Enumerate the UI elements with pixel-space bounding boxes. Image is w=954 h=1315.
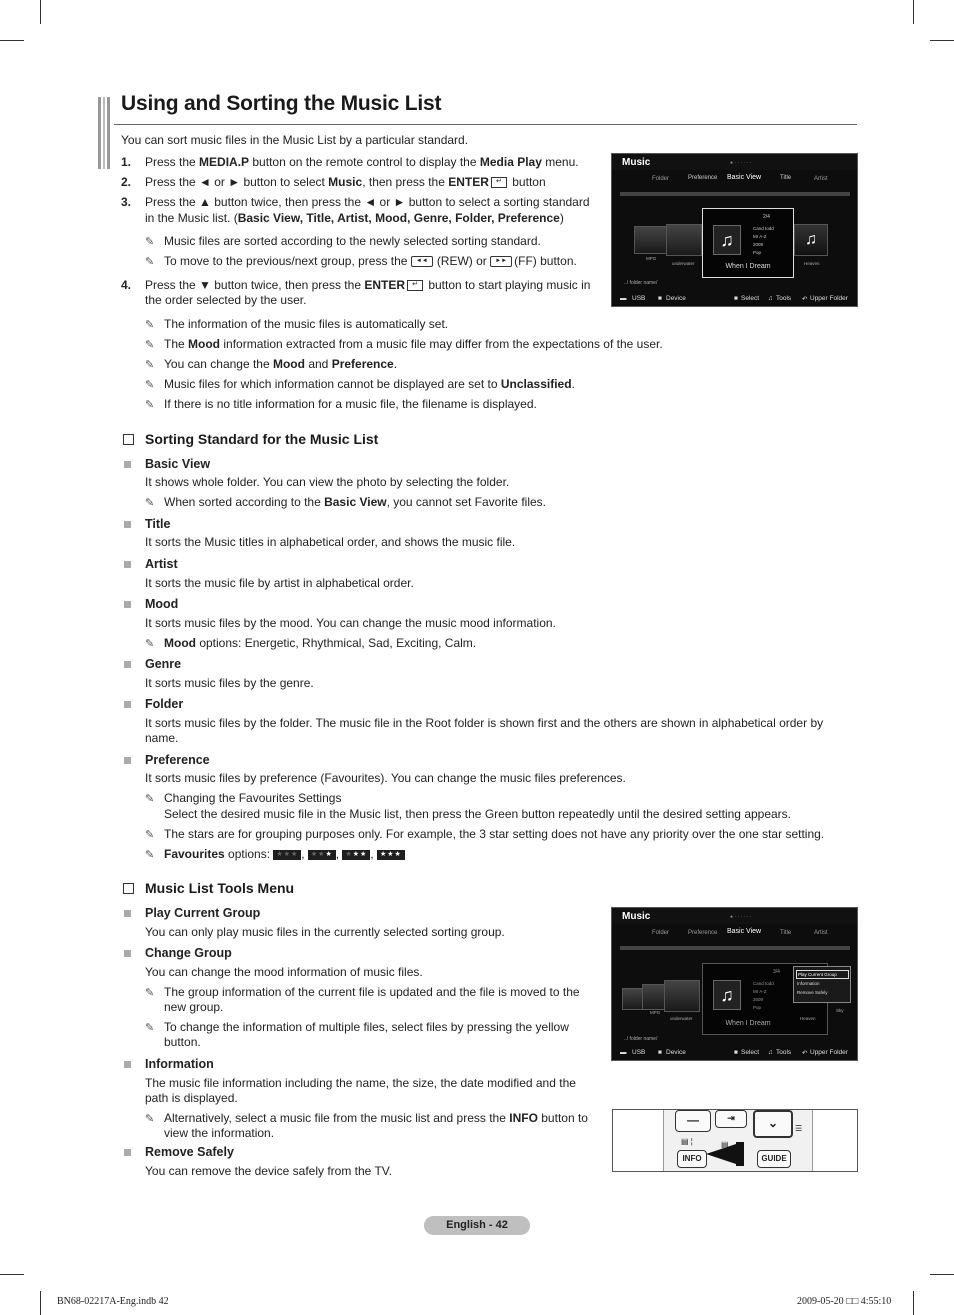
step-number: 4. [121, 278, 132, 292]
item-text: It sorts music files by the genre. [145, 676, 314, 690]
crop-mark [930, 1274, 954, 1275]
device-icon: ■ [658, 1049, 662, 1056]
note-text: The information of the music files is automatically set. [164, 317, 449, 331]
item-text: It sorts music files by the mood. You can change the music mood information. [145, 616, 556, 630]
note-text: You can change the Mood and Preference. [164, 357, 398, 371]
selected-item [702, 208, 794, 278]
item-heading: Play Current Group [145, 906, 261, 920]
progress-bar [620, 192, 850, 196]
bullet-square [124, 601, 131, 608]
note-text: Alternatively, select a music file from the music list and press the INFO button to [164, 1111, 588, 1125]
progress-bar [620, 946, 850, 950]
music-note-icon: ♫ [713, 225, 741, 255]
song-info: Cand todd Mr A-Z 2009 Pop [753, 226, 774, 255]
note-icon: ✎ [145, 256, 155, 268]
pointer-bar [736, 1142, 744, 1166]
select-icon: ■ [734, 1049, 738, 1056]
caption-icon: ▤ ¦ [681, 1137, 693, 1146]
note-icon: ✎ [145, 319, 155, 331]
tools-icon: ♫ [768, 295, 773, 302]
screen-title: Music [622, 911, 651, 922]
page-dots: ● · · · · · · [730, 160, 752, 166]
note-text: Music files for which information cannot be displayed are set to Unclassified. [164, 377, 575, 391]
thumbnail: ♫ [794, 224, 828, 256]
tab-folder: Folder [652, 176, 670, 182]
thumbnail [634, 226, 668, 254]
item-heading: Preference [145, 753, 210, 767]
bullet-square [124, 1061, 131, 1068]
note-icon: ✎ [145, 359, 155, 371]
info-button: INFO [677, 1150, 707, 1168]
thumb-label: Heaven [804, 261, 820, 266]
item-text: You can remove the device safely from the TV. [145, 1164, 393, 1178]
step-3-text: Press the ▲ button twice, then press the ◄ or ► button to select a sorting standard [145, 195, 590, 209]
section-box-icon [123, 883, 134, 894]
return-icon: ↶ [802, 296, 808, 303]
item-heading: Artist [145, 557, 178, 571]
note-text: The stars are for grouping purposes only. For example, the 3 star setting does not have any priority over the one star setting. [164, 827, 825, 841]
item-text: It sorts the Music titles in alphabetical order, and shows the music file. [145, 535, 516, 549]
ff-icon: ►► [490, 256, 512, 267]
tab-preference: Preference [688, 930, 718, 936]
enter-icon: ↵ [407, 280, 423, 291]
tools-menu [793, 966, 851, 1003]
item-text: It shows whole folder. You can view the photo by selecting the folder. [145, 475, 510, 489]
tab-basic-view: Basic View [727, 174, 762, 181]
step-4-text: Press the ▼ button twice, then press the ENTER ↵ button to start playing music in [145, 278, 591, 292]
crop-mark [0, 40, 24, 41]
item-heading: Remove Safely [145, 1145, 234, 1159]
select-icon: ■ [734, 295, 738, 302]
item-heading: Information [145, 1057, 214, 1071]
step-4-line2: the order selected by the user. [145, 293, 307, 307]
step-number: 1. [121, 155, 132, 169]
item-text: The music file information including the name, the size, the date modified and the [145, 1076, 576, 1090]
note-icon: ✎ [145, 1113, 155, 1125]
bullet-square [124, 757, 131, 764]
usb-icon: ▬ [620, 1049, 627, 1056]
crop-mark [913, 1291, 914, 1315]
item-text: It sorts music files by preference (Favourites). You can change the music files preferences. [145, 771, 626, 785]
date-slug: 2009-05-20 □□ 4:55:10 [797, 1296, 892, 1307]
note-text: The Mood information extracted from a music file may differ from the expectations of the user. [164, 337, 663, 351]
tools-icon: ♫ [768, 1049, 773, 1056]
note-text: view the information. [164, 1126, 275, 1140]
note-icon: ✎ [145, 1022, 155, 1034]
step-number: 2. [121, 175, 132, 189]
item-heading: Folder [145, 697, 184, 711]
source-icon: ⇥ [715, 1110, 747, 1128]
note-icon: ✎ [145, 793, 155, 805]
music-list-screen [611, 153, 858, 307]
crop-mark [40, 1291, 41, 1315]
step-3-line2: in the Music list. (Basic View, Title, Artist, Mood, Genre, Folder, Preference) [145, 211, 564, 225]
thumb-label: Heaven [800, 1016, 816, 1021]
section-box-icon [123, 434, 134, 445]
note-icon: ✎ [145, 399, 155, 411]
menu-item-information[interactable]: Information [797, 981, 820, 986]
note-text: Mood options: Energetic, Rhythmical, Sad, Exciting, Calm. [164, 636, 477, 650]
star-rating-3-icon: ★★★ [377, 850, 405, 860]
crop-mark [930, 40, 954, 41]
note-icon: ✎ [145, 379, 155, 391]
bullet-square [124, 950, 131, 957]
remote-illustration [612, 1109, 858, 1172]
note-text: Select the desired music file in the Music list, then press the Green button repeatedly until the desired setting appears. [164, 807, 792, 821]
tab-title: Title [780, 175, 792, 181]
thumbnail [664, 980, 700, 1012]
guide-button: GUIDE [757, 1150, 791, 1168]
menu-item-play-current-group[interactable]: Play Current Group [796, 970, 849, 979]
folder-path: ../ folder name/ [624, 1036, 658, 1042]
note-icon: ✎ [145, 339, 155, 351]
return-icon: ↶ [802, 1050, 808, 1057]
item-text: It sorts music files by the folder. The music file in the Root folder is shown first and the others are shown in alphabetical order by [145, 716, 824, 730]
music-note-icon: ♫ [713, 980, 741, 1010]
file-slug: BN68-02217A-Eng.indb 42 [57, 1296, 169, 1307]
tab-artist: Artist [814, 930, 828, 936]
thumb-label: Sky [836, 1008, 844, 1013]
music-tools-screen [611, 907, 858, 1061]
item-heading: Genre [145, 657, 182, 671]
item-heading: Mood [145, 597, 179, 611]
bullet-square [124, 1149, 131, 1156]
note-text: To change the information of multiple files, select files by pressing the yellow [164, 1020, 569, 1034]
item-counter: 3/4 [773, 969, 780, 975]
screen-footer: ▬ USB ■ Device ■ Select ♫ Tools ↶ Upper Folder [620, 295, 848, 303]
bullet-square [124, 561, 131, 568]
section-heading: Sorting Standard for the Music List [145, 431, 379, 447]
crop-mark [913, 0, 914, 24]
step-1-text: Press the MEDIA.P button on the remote control to display the Media Play menu. [145, 155, 579, 169]
crop-mark [40, 0, 41, 24]
folder-path: ../ folder name/ [624, 280, 658, 286]
item-text: You can change the mood information of music files. [145, 965, 423, 979]
star-rating-2-icon: ★★★ [342, 850, 370, 860]
note-text: The group information of the current file is updated and the file is moved to the [164, 985, 580, 999]
screen-footer: ▬ USB ■ Device ■ Select ♫ Tools ↶ Upper Folder [620, 1049, 848, 1057]
note-icon: ✎ [145, 497, 155, 509]
pointer-arrow-icon [706, 1144, 736, 1164]
title-rule [114, 124, 857, 125]
list-icon: ☰ [795, 1124, 803, 1133]
item-heading: Basic View [145, 457, 211, 471]
item-text: It sorts the music file by artist in alphabetical order. [145, 576, 414, 590]
thumb-label: MPG [646, 256, 657, 261]
section-heading: Music List Tools Menu [145, 880, 295, 896]
device-icon: ■ [658, 295, 662, 302]
note-text: When sorted according to the Basic View, you cannot set Favorite files. [164, 495, 546, 509]
chevron-down-icon: ⌄ [753, 1110, 793, 1138]
item-text: name. [145, 731, 179, 745]
thumbnail [666, 224, 702, 256]
tab-preference: Preference [688, 175, 718, 181]
step-2-text: Press the ◄ or ► button to select Music, then press the ENTER ↵ button [145, 175, 546, 189]
thumb-label: underwater [672, 261, 695, 266]
song-title: When I Dream [725, 1020, 771, 1027]
star-rating-0-icon: ★★★ [273, 850, 301, 860]
note-text: Changing the Favourites Settings [164, 791, 342, 805]
tab-folder: Folder [652, 930, 670, 936]
step-number: 3. [121, 195, 132, 209]
note-text: If there is no title information for a music file, the filename is displayed. [164, 397, 537, 411]
minus-button: — [675, 1110, 711, 1132]
note-icon: ✎ [145, 638, 155, 650]
mts-icon: ▤ [721, 1140, 729, 1149]
bullet-square [124, 910, 131, 917]
thumbnail [642, 984, 666, 1010]
note-text: button. [164, 1035, 201, 1049]
bullet-square [124, 701, 131, 708]
star-rating-1-icon: ★★★ [308, 850, 336, 860]
page-dots: ● · · · · · · [730, 914, 752, 920]
song-title: When I Dream [725, 263, 771, 270]
enter-icon: ↵ [491, 177, 507, 188]
tab-artist: Artist [814, 176, 828, 182]
usb-icon: ▬ [620, 295, 627, 302]
song-info: Cand todd Mr A-Z 2009 Pop [753, 981, 774, 1010]
item-heading: Title [145, 517, 171, 531]
item-counter: 2/4 [763, 214, 770, 220]
note-text: Favourites options: ★★★ , ★★★ , ★★★ , ★★★ [164, 847, 405, 862]
bullet-square [124, 461, 131, 468]
screen-title: Music [622, 157, 651, 168]
thumbnail [622, 988, 644, 1010]
note-icon: ✎ [145, 829, 155, 841]
intro-text: You can sort music files in the Music List by a particular standard. [121, 133, 469, 147]
title-bars [98, 97, 110, 169]
tab-title: Title [780, 930, 792, 936]
thumb-label: MPG [650, 1010, 661, 1015]
item-text: You can only play music files in the currently selected sorting group. [145, 925, 505, 939]
note-text: Music files are sorted according to the newly selected sorting standard. [164, 234, 541, 248]
crop-mark [0, 1274, 24, 1275]
bullet-square [124, 521, 131, 528]
note-icon: ✎ [145, 236, 155, 248]
note-icon: ✎ [145, 849, 155, 861]
note-text: To move to the previous/next group, press the ◄◄ (REW) or ►► (FF) button. [164, 254, 577, 268]
note-text: new group. [164, 1000, 224, 1014]
page-title: Using and Sorting the Music List [121, 92, 442, 115]
thumb-label: underwater [670, 1016, 693, 1021]
tab-basic-view: Basic View [727, 928, 762, 935]
rew-icon: ◄◄ [411, 256, 433, 267]
bullet-square [124, 661, 131, 668]
page-number: English - 42 [424, 1216, 530, 1235]
item-text: path is displayed. [145, 1091, 238, 1105]
menu-item-remove-safely[interactable]: Remove Safely [797, 990, 828, 995]
item-heading: Change Group [145, 946, 232, 960]
note-icon: ✎ [145, 987, 155, 999]
